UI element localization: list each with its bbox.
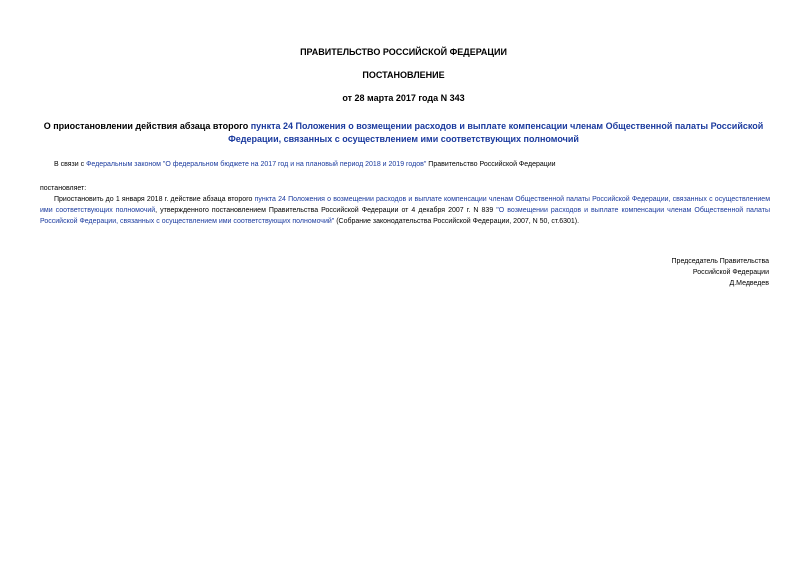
- signature-name: Д.Медведев: [729, 280, 769, 287]
- regulation-link[interactable]: пункта 24 Положения о возмещении расходов и выплате компенсации членам Общественной палаты Российской Федерации, связанных с осуществлением ими соответствующих полномочий: [40, 196, 771, 214]
- decree-839-link[interactable]: "О возмещении расходов и выплате компенсации членам Общественной палаты Российской Федерации, связанных с осуществлением ими соответствующих полномочий": [40, 206, 770, 225]
- title-prefix: О приостановлении действия абзаца второго: [43, 121, 251, 131]
- resolves-text: постановляет:: [40, 185, 87, 192]
- title-link[interactable]: пункта 24 Положения о возмещении расходов и выплате компенсации членам Общественной палаты Российской Федерации, связанных с осуществлением ими соответствующих полномочий: [228, 121, 764, 144]
- federal-law-link[interactable]: Федеральным законом "О федеральном бюджете на 2017 год и на плановый период 2018 и 2019 годов": [86, 161, 427, 168]
- body-paragraph: [40, 195, 770, 227]
- body-part-3: (Собрание законодательства Российской Федерации, 2007, N 50, ст.6301).: [334, 217, 580, 225]
- document-type-heading: ПОСТАНОВЛЕНИЕ: [362, 70, 445, 80]
- signature-organization: Российской Федерации: [692, 269, 769, 276]
- body-part-1: Приостановить до 1 января 2018 г. действие абзаца второго: [54, 196, 255, 203]
- date-number-heading: от 28 марта 2017 года N 343: [342, 93, 465, 103]
- signature-position: Председатель Правительства: [671, 258, 769, 265]
- body-part-2: , утвержденного постановлением Правительства Российской Федерации от 4 декабря 2007 г. N 839: [155, 206, 497, 214]
- intro-prefix: В связи с: [54, 161, 87, 168]
- document-title: [40, 120, 767, 145]
- government-heading: ПРАВИТЕЛЬСТВО РОССИЙСКОЙ ФЕДЕРАЦИИ: [300, 47, 507, 57]
- intro-suffix: Правительство Российской Федерации: [426, 161, 556, 168]
- intro-paragraph: [54, 160, 556, 170]
